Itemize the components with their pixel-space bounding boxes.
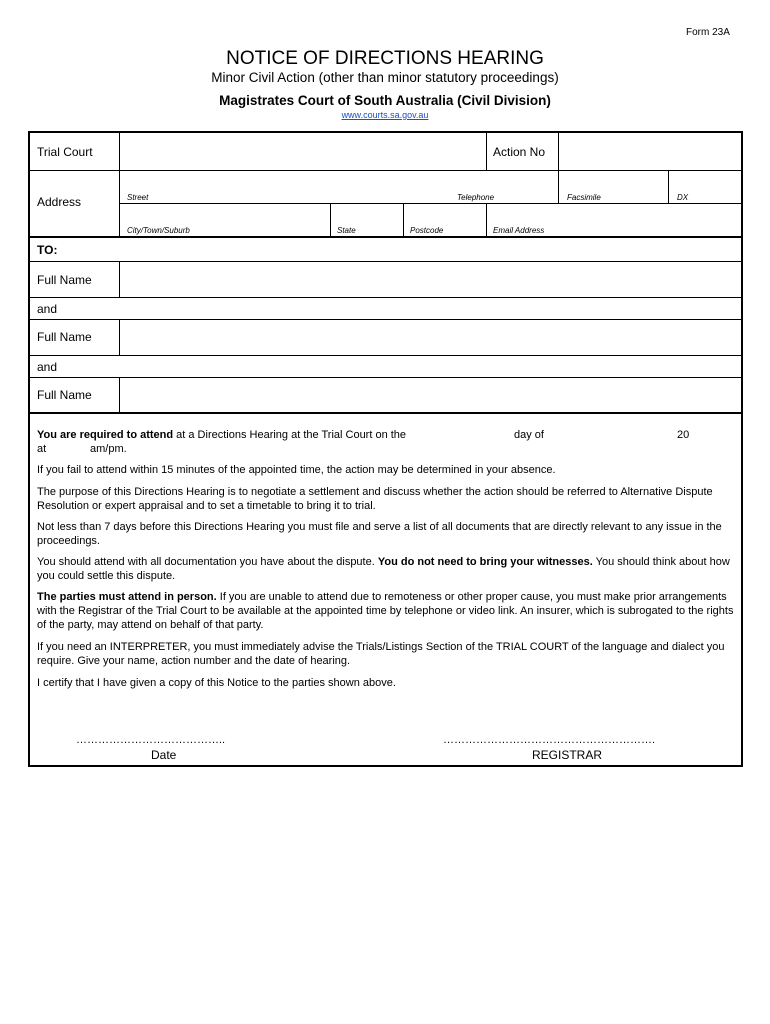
registrar-label: REGISTRAR bbox=[532, 748, 603, 762]
settle-text: You should think about how you could settle this dispute. bbox=[37, 556, 730, 582]
action-no-label: Action No bbox=[493, 145, 546, 159]
ampm-label: am/pm. bbox=[90, 443, 127, 455]
in-person-text: If you are unable to attend due to remoteness or other proper cause, you must make prior arrangements with the Registrar of the Trial Court to be available at the appointed time by telephone or video link. An insurer, which is subrogated to the rights of the party, may attend on behalf of that party. bbox=[37, 591, 734, 631]
in-person-bold: The parties must attend in person. bbox=[37, 591, 217, 603]
paragraph-documents: Not less than 7 days before this Directions Hearing you must file and serve a list of all documents that are directly relevant to any issue in the proceedings. bbox=[37, 521, 722, 547]
facsimile-label: Facsimile bbox=[567, 193, 601, 202]
paragraph-purpose: The purpose of this Directions Hearing is to negotiate a settlement and discuss whether the action should be referred to Alternative Dispute Resolution or expert appraisal and to set a timetable to bring it to trial. bbox=[37, 486, 713, 512]
city-label: City/Town/Suburb bbox=[127, 226, 190, 235]
documentation-text: You should attend with all documentation you have about the dispute. bbox=[37, 556, 378, 568]
paragraph-in-person bbox=[37, 590, 737, 632]
attendance-text: at a Directions Hearing at the Trial Court on the bbox=[173, 429, 407, 441]
full-name-field-3[interactable] bbox=[120, 379, 738, 411]
at-label: at bbox=[37, 443, 47, 455]
date-label: Date bbox=[151, 748, 177, 762]
attendance-bold: You are required to attend bbox=[37, 429, 174, 441]
and-label-1: and bbox=[37, 302, 58, 316]
full-name-label-3: Full Name bbox=[37, 388, 92, 402]
day-of-label: day of bbox=[514, 429, 544, 441]
court-name: Magistrates Court of South Australia (Civil Division) bbox=[219, 93, 551, 108]
street-label: Street bbox=[127, 193, 149, 202]
full-name-field-2[interactable] bbox=[120, 321, 738, 353]
to-label: TO: bbox=[37, 243, 58, 257]
postcode-label: Postcode bbox=[410, 226, 444, 235]
attendance-paragraph bbox=[37, 428, 737, 442]
form-number: Form 23A bbox=[686, 27, 730, 38]
and-label-2: and bbox=[37, 360, 58, 374]
full-name-label-1: Full Name bbox=[37, 273, 92, 287]
email-label: Email Address bbox=[493, 226, 545, 235]
page-title: NOTICE OF DIRECTIONS HEARING bbox=[226, 48, 544, 69]
state-label: State bbox=[337, 226, 356, 235]
registrar-signature-line[interactable]: …………………………………………………. bbox=[443, 734, 656, 746]
trial-court-field[interactable] bbox=[120, 135, 485, 167]
paragraph-fail-to-attend: If you fail to attend within 15 minutes of the appointed time, the action may be determined in your absence. bbox=[37, 464, 556, 476]
action-no-field[interactable] bbox=[559, 135, 737, 167]
trial-court-label: Trial Court bbox=[37, 145, 93, 159]
witnesses-bold: You do not need to bring your witnesses. bbox=[377, 556, 593, 568]
telephone-label: Telephone bbox=[457, 193, 495, 202]
court-website-link[interactable]: www.courts.sa.gov.au bbox=[341, 110, 429, 120]
date-signature-line[interactable]: ………………………………….. bbox=[76, 734, 226, 746]
address-label: Address bbox=[37, 195, 82, 209]
paragraph-documentation bbox=[37, 555, 737, 583]
paragraph-interpreter: If you need an INTERPRETER, you must immediately advise the Trials/Listings Section of the TRIAL COURT of the language and dialect you require. Give your name, action number and the date of hearing. bbox=[37, 641, 725, 667]
dx-label: DX bbox=[677, 193, 689, 202]
full-name-label-2: Full Name bbox=[37, 330, 92, 344]
year-prefix: 20 bbox=[677, 429, 690, 441]
page-subtitle: Minor Civil Action (other than minor statutory proceedings) bbox=[211, 70, 559, 85]
full-name-field-1[interactable] bbox=[120, 263, 738, 295]
paragraph-certify: I certify that I have given a copy of this Notice to the parties shown above. bbox=[37, 677, 396, 689]
